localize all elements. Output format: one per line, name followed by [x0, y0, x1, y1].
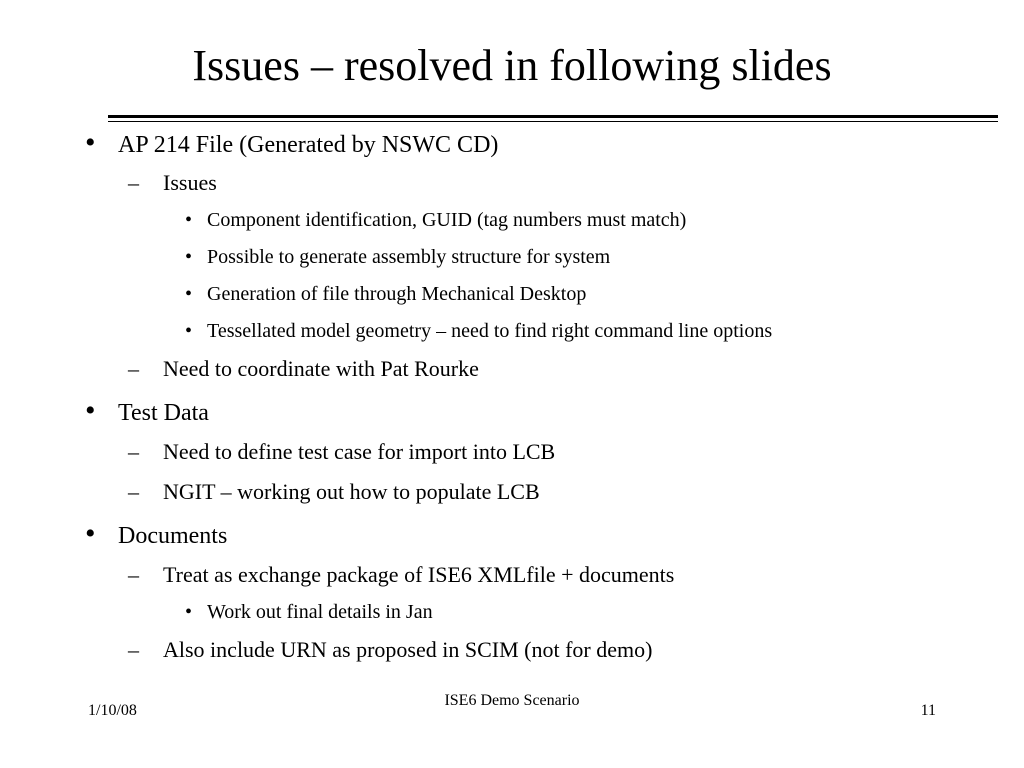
bullet-dash-icon: – [128, 562, 139, 587]
bullet-dot-icon: • [85, 517, 96, 550]
bullet-item-level-2 [128, 562, 675, 588]
bullet-dot-icon: • [185, 246, 193, 268]
bullet-item-level-3 [185, 319, 773, 343]
bullet-dot-icon: • [185, 283, 193, 305]
bullet-text: Also include URN as proposed in SCIM (not for demo) [163, 637, 653, 662]
bullet-text: NGIT – working out how to populate LCB [163, 479, 540, 504]
bullet-item-level-1 [85, 517, 228, 550]
bullet-dot-icon: • [185, 209, 193, 231]
bullet-text: Documents [118, 523, 228, 549]
title-divider-thick [108, 115, 998, 118]
bullet-dash-icon: – [128, 356, 139, 381]
bullet-item-level-3 [185, 600, 433, 624]
bullet-text: Issues [163, 170, 217, 195]
slide-title: Issues – resolved in following slides [192, 41, 832, 90]
footer-title: ISE6 Demo Scenario [444, 692, 580, 709]
bullet-text: Treat as exchange package of ISE6 XMLfile + documents [163, 562, 675, 587]
bullet-item-level-2 [128, 439, 556, 465]
bullet-item-level-2 [128, 637, 653, 663]
bullet-item-level-3 [185, 208, 687, 232]
bullet-item-level-2 [128, 356, 479, 382]
bullet-dot-icon: • [85, 126, 96, 159]
bullet-dash-icon: – [128, 479, 139, 504]
bullet-item-level-1 [85, 126, 499, 159]
bullet-text: Work out final details in Jan [207, 601, 433, 623]
bullet-dash-icon: – [128, 637, 139, 662]
bullet-dot-icon: • [185, 601, 193, 623]
title-divider-thin [108, 121, 998, 122]
bullet-dot-icon: • [85, 394, 96, 427]
bullet-text: Need to coordinate with Pat Rourke [163, 356, 479, 381]
bullet-text: Test Data [118, 400, 209, 426]
bullet-item-level-3 [185, 282, 587, 306]
page-number: 11 [920, 702, 936, 719]
bullet-text: Generation of file through Mechanical Desktop [207, 283, 587, 305]
bullet-dash-icon: – [128, 439, 139, 464]
bullet-text: Possible to generate assembly structure for system [207, 246, 611, 268]
bullet-dash-icon: – [128, 170, 139, 195]
bullet-item-level-2 [128, 170, 217, 196]
bullet-text: AP 214 File (Generated by NSWC CD) [118, 132, 499, 158]
bullet-item-level-2 [128, 479, 540, 505]
bullet-text: Need to define test case for import into LCB [163, 439, 556, 464]
bullet-text: Component identification, GUID (tag numbers must match) [207, 209, 687, 231]
bullet-item-level-3 [185, 245, 611, 269]
bullet-dot-icon: • [185, 320, 193, 342]
bullet-item-level-1 [85, 394, 209, 427]
bullet-text: Tessellated model geometry – need to find right command line options [207, 320, 773, 342]
footer-date: 1/10/08 [88, 702, 137, 719]
